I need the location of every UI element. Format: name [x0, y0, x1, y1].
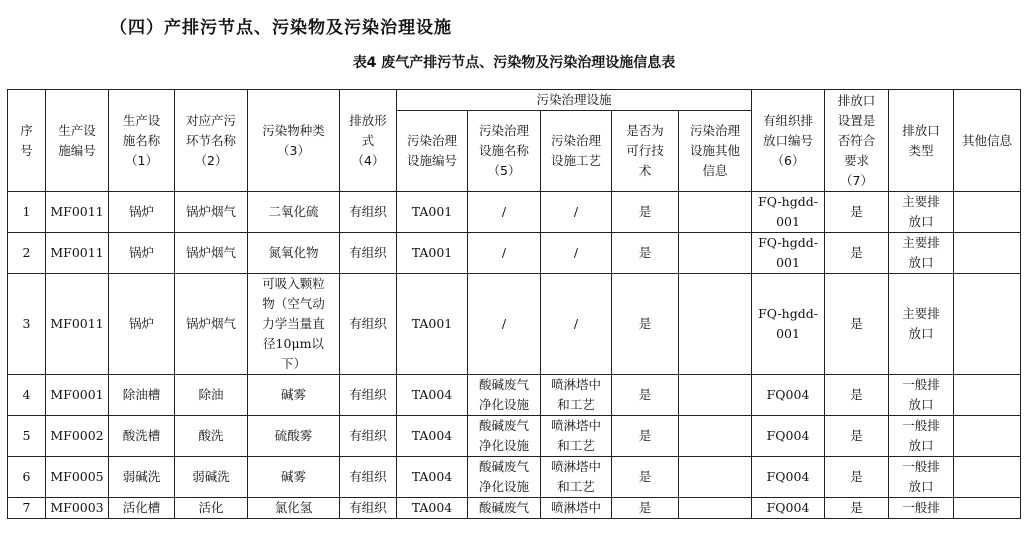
cell-treatment-name: 酸碱废气 净化设施: [468, 416, 541, 457]
cell-treatment-name: 酸碱废气 净化设施: [468, 457, 541, 498]
cell-treatment-name: /: [468, 274, 541, 375]
cell-pollutant: 氮氧化物: [248, 233, 340, 274]
cell-source-name: 弱碱洗: [175, 457, 248, 498]
header-outlet-compliant: 排放口 设置是 否符合 要求 （7）: [825, 90, 889, 192]
cell-outlet-compliant: 是: [825, 192, 889, 233]
cell-feasible: 是: [612, 416, 679, 457]
header-treatment-other: 污染治理 设施其他 信息: [679, 111, 752, 192]
cell-outlet-type: 主要排 放口: [889, 233, 954, 274]
cell-other: [954, 416, 1021, 457]
cell-source-name: 锅炉烟气: [175, 274, 248, 375]
cell-seq: 2: [8, 233, 46, 274]
cell-outlet-code: FQ-hgdd- 001: [752, 274, 825, 375]
cell-pollutant: 二氧化硫: [248, 192, 340, 233]
cell-facility-name: 活化槽: [109, 498, 175, 519]
cell-outlet-compliant: 是: [825, 274, 889, 375]
cell-treatment-name: 酸碱废气 净化设施: [468, 375, 541, 416]
table-row: [8, 192, 1021, 233]
cell-outlet-type: 一般排 放口: [889, 457, 954, 498]
cell-feasible: 是: [612, 274, 679, 375]
table-row: [8, 498, 1021, 519]
header-pollutant: 污染物种类 （3）: [248, 90, 340, 192]
cell-treatment-name: 酸碱废气: [468, 498, 541, 519]
cell-facility-code: MF0005: [46, 457, 109, 498]
cell-treatment-process: /: [541, 274, 612, 375]
cell-source-name: 锅炉烟气: [175, 192, 248, 233]
cell-outlet-compliant: 是: [825, 375, 889, 416]
header-treatment-process: 污染治理 设施工艺: [541, 111, 612, 192]
header-facility-code: 生产设 施编号: [46, 90, 109, 192]
cell-outlet-code: FQ004: [752, 375, 825, 416]
header-outlet-type: 排放口 类型: [889, 90, 954, 192]
cell-outlet-type: 一般排: [889, 498, 954, 519]
cell-facility-code: MF0011: [46, 274, 109, 375]
table-row: [8, 274, 1021, 375]
cell-seq: 6: [8, 457, 46, 498]
cell-facility-code: MF0003: [46, 498, 109, 519]
cell-seq: 1: [8, 192, 46, 233]
cell-feasible: 是: [612, 457, 679, 498]
cell-pollutant: 碱雾: [248, 375, 340, 416]
cell-treatment-name: /: [468, 233, 541, 274]
header-feasible: 是否为 可行技 术: [612, 111, 679, 192]
cell-source-name: 除油: [175, 375, 248, 416]
cell-facility-code: MF0011: [46, 233, 109, 274]
header-other: 其他信息: [954, 90, 1021, 192]
cell-seq: 4: [8, 375, 46, 416]
header-seq: 序 号: [8, 90, 46, 192]
cell-feasible: 是: [612, 192, 679, 233]
cell-facility-code: MF0001: [46, 375, 109, 416]
cell-other: [954, 274, 1021, 375]
cell-emission-form: 有组织: [340, 457, 397, 498]
cell-pollutant: 氯化氢: [248, 498, 340, 519]
cell-outlet-compliant: 是: [825, 416, 889, 457]
cell-seq: 3: [8, 274, 46, 375]
cell-treatment-other: [679, 274, 752, 375]
cell-treatment-code: TA004: [397, 416, 468, 457]
cell-other: [954, 457, 1021, 498]
cell-outlet-code: FQ004: [752, 457, 825, 498]
cell-source-name: 酸洗: [175, 416, 248, 457]
cell-facility-name: 锅炉: [109, 233, 175, 274]
table-row: [8, 457, 1021, 498]
cell-outlet-compliant: 是: [825, 498, 889, 519]
cell-emission-form: 有组织: [340, 498, 397, 519]
cell-treatment-other: [679, 498, 752, 519]
cell-emission-form: 有组织: [340, 274, 397, 375]
cell-outlet-code: FQ004: [752, 416, 825, 457]
cell-facility-name: 锅炉: [109, 274, 175, 375]
cell-source-name: 活化: [175, 498, 248, 519]
header-facility-name: 生产设 施名称 （1）: [109, 90, 175, 192]
cell-outlet-compliant: 是: [825, 233, 889, 274]
cell-feasible: 是: [612, 375, 679, 416]
cell-outlet-type: 一般排 放口: [889, 416, 954, 457]
cell-other: [954, 375, 1021, 416]
header-treatment-name: 污染治理 设施名称 （5）: [468, 111, 541, 192]
cell-treatment-process: /: [541, 233, 612, 274]
cell-emission-form: 有组织: [340, 375, 397, 416]
cell-outlet-code: FQ-hgdd- 001: [752, 192, 825, 233]
cell-facility-code: MF0011: [46, 192, 109, 233]
cell-outlet-code: FQ-hgdd- 001: [752, 233, 825, 274]
cell-treatment-name: /: [468, 192, 541, 233]
header-outlet-code: 有组织排 放口编号 （6）: [752, 90, 825, 192]
cell-treatment-code: TA004: [397, 457, 468, 498]
header-treatment-code: 污染治理 设施编号: [397, 111, 468, 192]
cell-treatment-code: TA001: [397, 192, 468, 233]
cell-treatment-other: [679, 457, 752, 498]
cell-treatment-code: TA004: [397, 498, 468, 519]
cell-feasible: 是: [612, 498, 679, 519]
cell-facility-name: 除油槽: [109, 375, 175, 416]
cell-pollutant: 硫酸雾: [248, 416, 340, 457]
table-row: [8, 375, 1021, 416]
cell-facility-name: 酸洗槽: [109, 416, 175, 457]
table-row: [8, 416, 1021, 457]
cell-treatment-code: TA001: [397, 233, 468, 274]
cell-outlet-type: 主要排 放口: [889, 274, 954, 375]
cell-seq: 7: [8, 498, 46, 519]
cell-treatment-process: 喷淋塔中: [541, 498, 612, 519]
cell-pollutant: 可吸入颗粒 物（空气动 力学当量直 径10μm以 下）: [248, 274, 340, 375]
header-emission-form: 排放形 式 （4）: [340, 90, 397, 192]
cell-feasible: 是: [612, 233, 679, 274]
cell-facility-name: 弱碱洗: [109, 457, 175, 498]
cell-treatment-process: /: [541, 192, 612, 233]
cell-outlet-type: 一般排 放口: [889, 375, 954, 416]
cell-facility-code: MF0002: [46, 416, 109, 457]
cell-outlet-compliant: 是: [825, 457, 889, 498]
cell-treatment-code: TA004: [397, 375, 468, 416]
table-caption: 表4 废气产排污节点、污染物及污染治理设施信息表: [352, 55, 676, 71]
cell-treatment-process: 喷淋塔中 和工艺: [541, 375, 612, 416]
cell-other: [954, 233, 1021, 274]
cell-other: [954, 498, 1021, 519]
cell-emission-form: 有组织: [340, 192, 397, 233]
cell-pollutant: 碱雾: [248, 457, 340, 498]
cell-treatment-process: 喷淋塔中 和工艺: [541, 416, 612, 457]
cell-treatment-process: 喷淋塔中 和工艺: [541, 457, 612, 498]
header-treatment-group: 污染治理设施: [397, 90, 752, 111]
header-source-name: 对应产污 环节名称 （2）: [175, 90, 248, 192]
cell-treatment-other: [679, 233, 752, 274]
cell-seq: 5: [8, 416, 46, 457]
cell-other: [954, 192, 1021, 233]
cell-source-name: 锅炉烟气: [175, 233, 248, 274]
cell-outlet-code: FQ004: [752, 498, 825, 519]
cell-emission-form: 有组织: [340, 233, 397, 274]
cell-treatment-other: [679, 192, 752, 233]
cell-emission-form: 有组织: [340, 416, 397, 457]
table-row: [8, 233, 1021, 274]
cell-treatment-other: [679, 375, 752, 416]
section-title: （四）产排污节点、污染物及污染治理设施: [110, 18, 452, 38]
cell-outlet-type: 主要排 放口: [889, 192, 954, 233]
cell-facility-name: 锅炉: [109, 192, 175, 233]
cell-treatment-code: TA001: [397, 274, 468, 375]
cell-treatment-other: [679, 416, 752, 457]
emission-info-table: [7, 89, 1021, 519]
